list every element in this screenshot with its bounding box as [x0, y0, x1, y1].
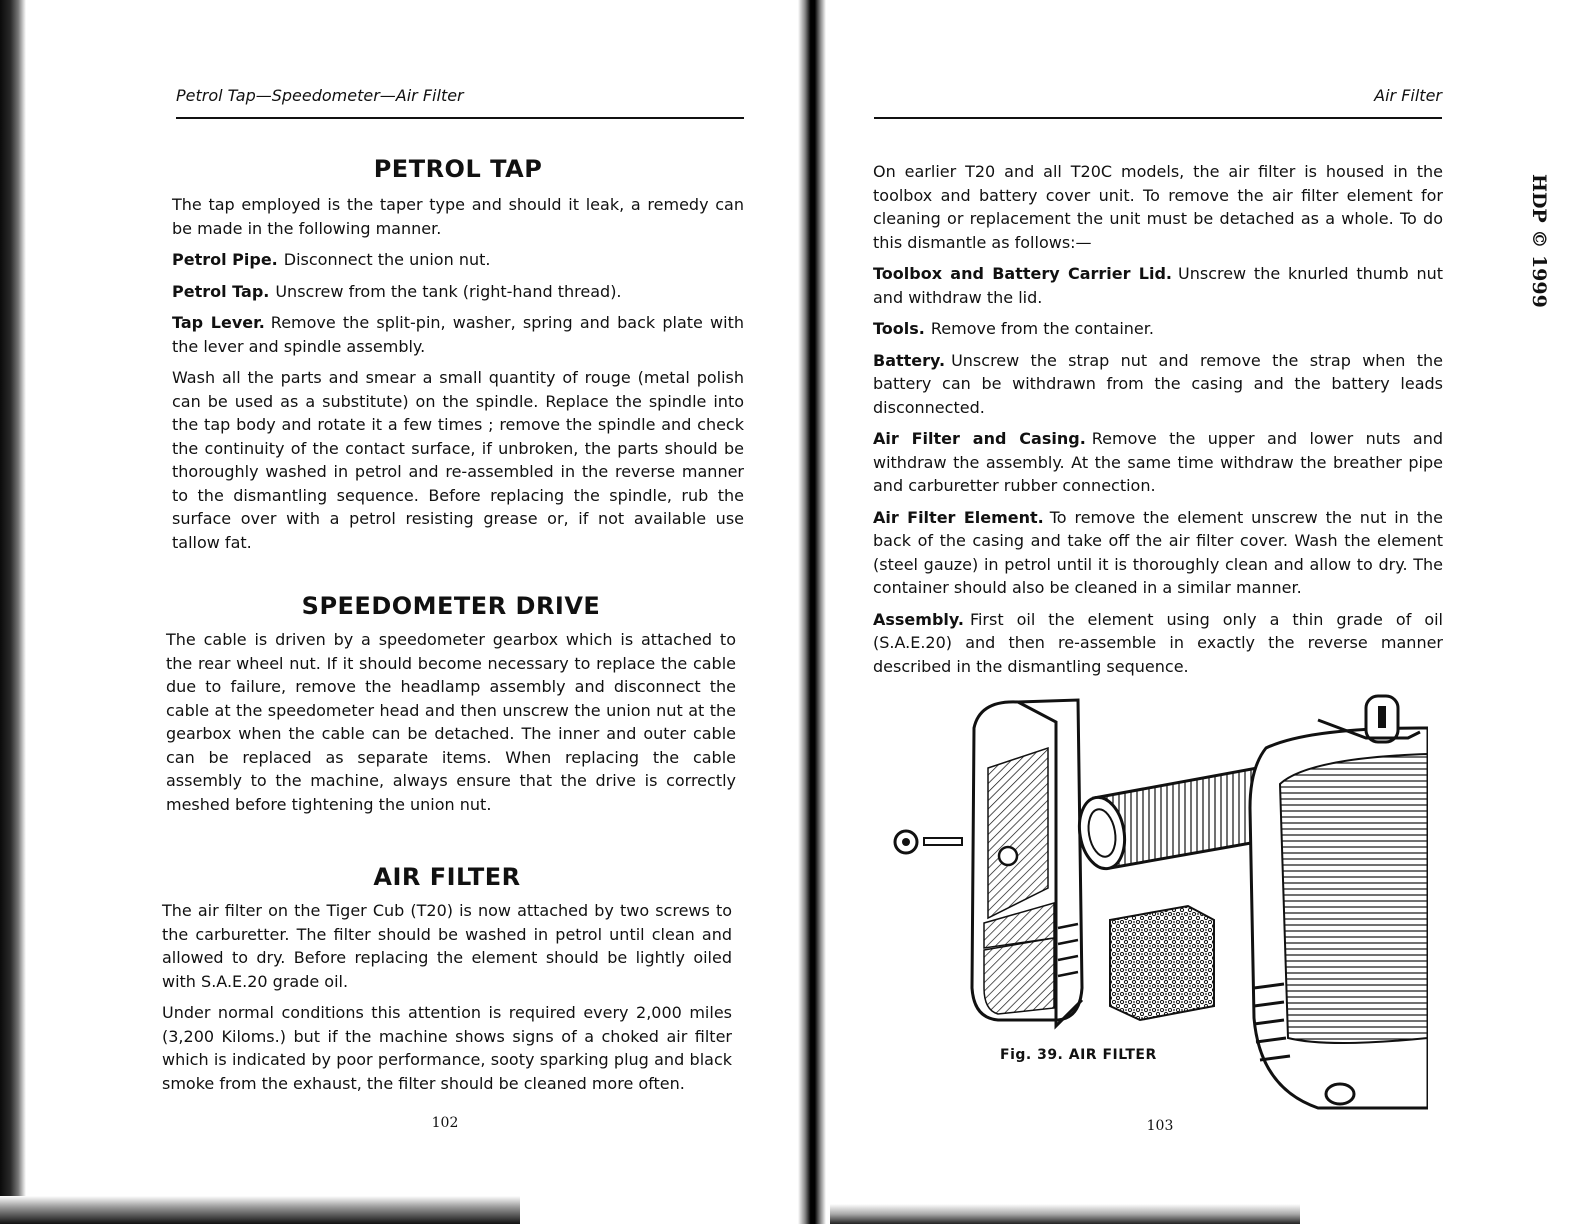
item-text: To remove the element unscrew the nut in the back of the casing and take off the air filter cover. Wash the element (steel gauze) in petrol until it is thoroughly clean and allow to dry. The container should also be cleaned in a similar manner.	[873, 507, 1444, 597]
petrol-tap-item	[172, 311, 744, 358]
item-text: Unscrew the strap nut and remove the strap when the battery can be withdrawn from the casing and the battery leads disconnected.	[873, 350, 1443, 417]
air-filter-paragraph-1: The air filter on the Tiger Cub (T20) is now attached by two screws to the carburetter. The filter should be washed in petrol until clean and allowed to dry. Before replacing the element should be lightly oiled with S.A.E.20 grade oil.	[162, 901, 732, 991]
dismantle-item	[873, 262, 1443, 309]
item-text: Unscrew from the tank (right-hand thread).	[275, 281, 622, 301]
air-filter-heading: AIR FILTER	[373, 863, 521, 891]
item-label: Assembly.	[873, 609, 964, 629]
item-text: Remove from the container.	[930, 319, 1154, 338]
item-label: Toolbox and Battery Carrier Lid.	[873, 264, 1172, 283]
right-header-rule	[874, 117, 1442, 119]
air-filter-paragraph-2: Under normal conditions this attention is required every 2,000 miles (3,200 Kiloms.) but if the machine shows signs of a choked air filter which is indicated by poor performance, sooty sparking plug and black smoke from the exhaust, the filter should be cleaned more often.	[162, 1003, 732, 1093]
right-intro-paragraph: On earlier T20 and all T20C models, the air filter is housed in the toolbox and battery cover unit. To remove the air filter element for cleaning or replacement the unit must be detached as a whole. To do this dismantle as follows:—	[873, 162, 1443, 252]
book-edge-left	[0, 0, 26, 1224]
book-edge-bottom-left	[0, 1196, 520, 1224]
item-text: Disconnect the union nut.	[283, 250, 491, 269]
item-text: Remove the upper and lower nuts and withdraw the assembly. At the same time withdraw the breather pipe and carburetter rubber connection.	[873, 429, 1443, 495]
item-label: Air Filter and Casing.	[873, 429, 1086, 448]
dismantle-item	[873, 317, 1443, 341]
item-label: Air Filter Element.	[873, 507, 1044, 527]
petrol-tap-item	[172, 280, 744, 304]
petrol-tap-intro: The tap employed is the taper type and should it leak, a remedy can be made in the following manner.	[172, 195, 744, 238]
item-text: Unscrew the knurled thumb nut and withdraw the lid.	[873, 264, 1443, 307]
air-filter-section	[162, 863, 732, 1103]
item-label: Petrol Pipe.	[172, 250, 278, 269]
petrol-tap-wash-paragraph: Wash all the parts and smear a small quantity of rouge (metal polish can be used as a substitute) on the spindle. Replace the spindle into the tap body and rotate it a few times ; remove the spindle and check the continuity of the contact surface, if unbroken, the parts should be thoroughly washed in petrol and re-assembled in the reverse manner to the dismantling sequence. Before replacing the spindle, rub the surface over with a petrol resisting grease or, if not available use tallow fat.	[172, 368, 744, 552]
copyright-stamp: HDP © 1999	[1528, 174, 1550, 308]
book-edge-bottom-right	[830, 1204, 1300, 1224]
dismantle-item	[873, 427, 1443, 498]
petrol-tap-section	[172, 155, 744, 562]
item-text: Remove the split-pin, washer, spring and back plate with the lever and spindle assembly.	[172, 313, 745, 356]
item-label: Battery.	[873, 350, 946, 370]
speedometer-drive-section	[166, 592, 736, 824]
left-page-number: 102	[431, 1115, 459, 1131]
book-gutter	[798, 0, 826, 1224]
dismantle-item	[873, 349, 1443, 420]
petrol-tap-heading: PETROL TAP	[373, 155, 543, 183]
air-filter-illustration	[888, 688, 1428, 1113]
right-running-head: Air Filter	[1374, 86, 1442, 105]
dismantle-item	[873, 608, 1443, 679]
speedometer-drive-text: The cable is driven by a speedometer gearbox which is attached to the rear wheel nut. If it should become necessary to replace the cable due to failure, remove the headlamp assembly and disconnect the cable at the speedometer head and then unscrew the union nut at the gearbox when the cable can be detached. The inner and outer cable can be replaced as separate items. When replacing the cable assembly to the machine, always ensure that the drive is correctly meshed before tightening the union nut.	[166, 630, 736, 814]
item-label: Tools.	[873, 319, 925, 338]
petrol-tap-item	[172, 248, 744, 272]
air-filter-dismantle-section	[873, 160, 1443, 686]
item-label: Tap Lever.	[172, 313, 265, 332]
left-running-head: Petrol Tap—Speedometer—Air Filter	[176, 86, 464, 105]
speedometer-drive-heading: SPEEDOMETER DRIVE	[301, 592, 601, 620]
right-page-number: 103	[1146, 1118, 1174, 1134]
figure-caption: Fig. 39. AIR FILTER	[1000, 1047, 1157, 1063]
dismantle-item	[873, 506, 1443, 600]
left-header-rule	[176, 117, 744, 119]
item-text: First oil the element using only a thin grade of oil (S.A.E.20) and then re-assemble in exactly the reverse manner described in the dismantling sequence.	[873, 609, 1443, 676]
item-label: Petrol Tap.	[172, 281, 270, 301]
